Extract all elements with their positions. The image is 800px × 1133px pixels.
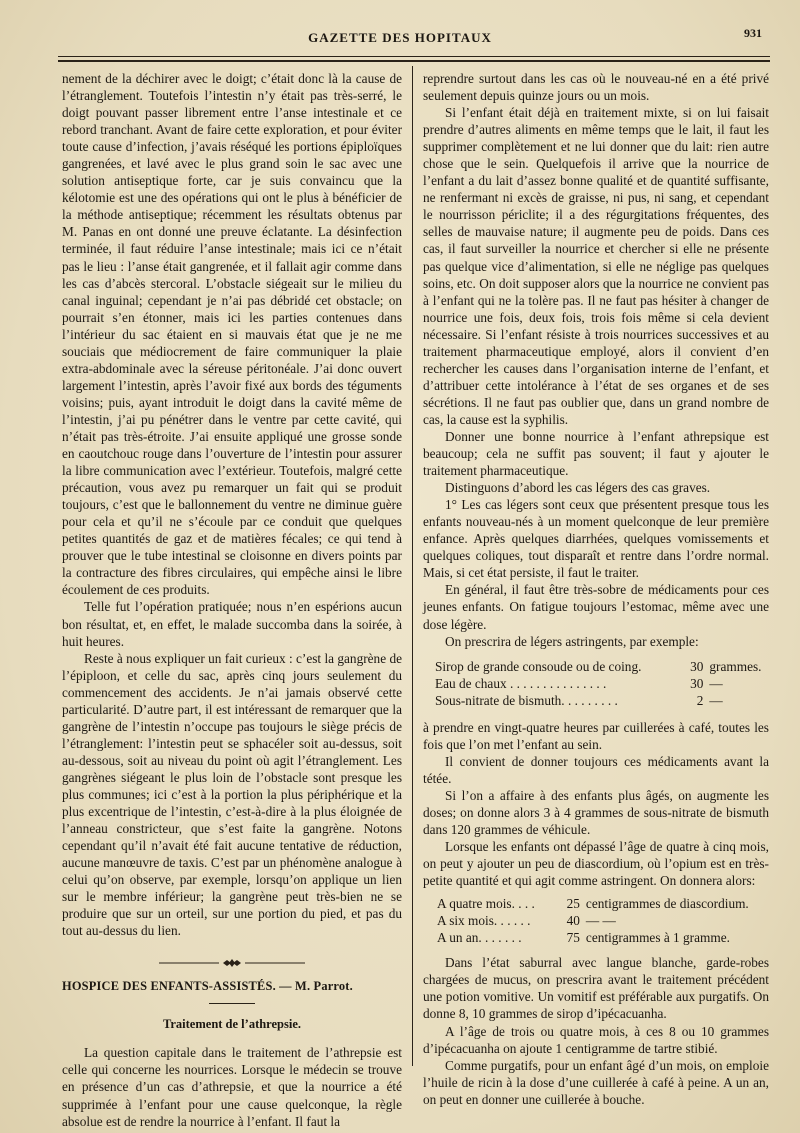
section-heading: HOSPICE DES ENFANTS-ASSISTÉS. — M. Parrot. bbox=[62, 979, 353, 994]
dosage-table bbox=[437, 895, 769, 946]
short-rule bbox=[209, 1003, 255, 1004]
paragraph: On prescrira de légers astringents, par exemple: bbox=[445, 633, 699, 649]
paragraph: En général, il faut être très-sobre de médicaments pour ces jeunes enfants. On fatigue toujours l’estomac, même avec une dose légère. bbox=[423, 582, 769, 632]
header-rule bbox=[58, 56, 770, 57]
ingredient-amount: 2 bbox=[696, 692, 704, 708]
ingredient-name: Sous-nitrate de bismuth. . . . . . . . . bbox=[435, 692, 618, 708]
paragraph: Reste à nous expliquer un fait curieux : c’est la gangrène de l’épiploon, et celle du sac, après cinq jours seulement du commencement des accidents. Je n’ai jamais observé cette particularité. D’autre part, il est intéressant de remarquer que la gangrène de l’intestin n’occupe pas toujours le siège précis de l’étranglement: l’intestin peut se sphacéler soit au-dessus, soit au-dessous, soit au niveau du point où agit l’étranglement. Les gangrènes siégeant le plus loin de l’obstacle sont presque les plus communes; ici c’est à la portion la plus périphérique et la plus excentrique de l’intestin, c’est-à-dire à la plus éloignée de l’anneau constricteur, que s’est faite la gangrène. Notons cependant qu’il n’avait été fait aucune tentative de réduction, aucune manœuvre de taxis. C’est par un phénomène analogue à celui qu’on observe, par exemple, lorsqu’on applique un lien sur le membre inférieur; la gangrène peut très-bien ne se produire que sur un orteil, sur une portion du pied, et pas du tout au-dessus du lien. bbox=[62, 650, 402, 939]
subheading: Traitement de l’athrepsie. bbox=[162, 1017, 302, 1032]
ornament-divider bbox=[157, 957, 307, 969]
prescription-row bbox=[435, 675, 769, 692]
dosage-quantity: 75 bbox=[566, 930, 580, 946]
page-number: 931 bbox=[744, 26, 762, 40]
right-column bbox=[423, 70, 769, 1108]
paragraph: Comme purgatifs, pour un enfant âgé d’un mois, on emploie l’huile de ricin à la dose d’une cuillerée à café à peine. A un an, on peut en donner une cuillerée à bouche. bbox=[423, 1057, 769, 1107]
paragraph: A l’âge de trois ou quatre mois, à ces 8 ou 10 grammes d’ipécacuanha on ajoute 1 centigramme de tartre stibié. bbox=[423, 1023, 769, 1056]
paragraph: 1° Les cas légers sont ceux que présentent presque tous les enfants nouveau-nés à un moment quelconque de leur première enfance. Après quelques diarrhées, quelques vomissements et quelques coliques, tout disparaît et rentre dans l’ordre normal. Mais, si cet état persiste, il faut le traiter. bbox=[423, 497, 769, 581]
paragraph: à prendre en vingt-quatre heures par cuillerées à café, toutes les fois que l’on met l’enfant au sein. bbox=[423, 719, 769, 752]
ingredient-amount: 30 bbox=[690, 658, 704, 674]
paragraph: Donner une bonne nourrice à l’enfant athrepsique est beaucoup; cela ne suffit pas souvent; il faut y ajouter le traitement pharmaceutique. bbox=[423, 428, 769, 479]
paragraph: Il convient de donner toujours ces médicaments avant la tétée. bbox=[423, 753, 769, 786]
header-rule-thick bbox=[58, 60, 770, 62]
ingredient-name: Eau de chaux . . . . . . . . . . . . . . . bbox=[435, 675, 607, 691]
dosage-row bbox=[437, 929, 769, 946]
ingredient-unit: grammes. bbox=[709, 658, 762, 674]
paragraph: La question capitale dans le traitement de l’athrepsie est celle qui concerne les nourrices. Lorsque le médecin se trouve en présence d’un cas d’athrepsie, et que la nourrice a été supprimée à l’enfant pour une cause quelconque, la règle absolue est de rendre la nourrice à l’enfant. Il faut la bbox=[62, 1045, 402, 1129]
dosage-unit: — — bbox=[585, 913, 616, 929]
dosage-row bbox=[437, 895, 769, 912]
column-divider bbox=[412, 66, 413, 1066]
left-column bbox=[62, 70, 402, 1130]
paragraph: Lorsque les enfants ont dépassé l’âge de quatre à cinq mois, on peut y ajouter un peu de diascordium, où l’opium est en très-petite quantité et qui agit comme astringent. On donnera alors: bbox=[423, 839, 769, 889]
dosage-age: A six mois. . . . . . bbox=[437, 913, 531, 929]
dosage-quantity: 40 bbox=[566, 913, 580, 929]
prescription-row bbox=[435, 692, 769, 709]
paragraph: reprendre surtout dans les cas où le nouveau-né en a été privé seulement depuis quinze jours ou un mois. bbox=[423, 71, 769, 104]
paragraph: Dans l’état saburral avec langue blanche, garde-robes chargées de mucus, on prescrira avant le traitement précédent une potion vomitive. Un vomitif est préférable aux purgatifs. On donne 8, 10 grammes de sirop d’ipécacuanha. bbox=[423, 955, 769, 1022]
dosage-row bbox=[437, 912, 769, 929]
prescription-row bbox=[435, 658, 769, 675]
paragraph: Distinguons d’abord les cas légers des cas graves. bbox=[445, 480, 711, 496]
dosage-age: A quatre mois. . . . bbox=[437, 896, 535, 912]
dosage-unit: centigrammes de diascordium. bbox=[585, 896, 749, 912]
dosage-unit: centigrammes à 1 gramme. bbox=[585, 930, 730, 946]
dosage-age: A un an. . . . . . . bbox=[437, 930, 522, 946]
page-header-title: GAZETTE DES HOPITAUX bbox=[308, 30, 492, 45]
paragraph: Telle fut l’opération pratiquée; nous n’en espérions aucun bon résultat, et, en effet, le malade succomba dans la soirée, à huit heures. bbox=[62, 599, 402, 649]
paragraph: Si l’enfant était déjà en traitement mixte, si on lui faisait prendre d’autres aliments en même temps que le lait, il faut les supprimer complètement et ne lui donner que du lait: rien autre chose que le sein. Quelquefois il arrive que la nourrice de l’enfant a du lait d’assez bonne qualité et de quantité suffisante, ne renfermant ni excès de graisse, ni pus, ni sang, et cependant le nourrisson périclite; il a des régurgitations fréquentes, des selles de mauvaise nature; il augmente peu de poids. Dans ces cas, il faut surveiller la nourrice et chercher si elle ne présente pas quelque vice d’alimentation, si elle ne néglige pas quelques soins, etc. On doit supposer alors que la nourrice ne convient pas à l’enfant qui ne la tolère pas. Il ne faut pas hésiter à changer de nourrice une fois, deux fois, trois fois même si cela devient nécessaire. Si l’enfant résiste à trois nourrices successives et au traitement pharmaceutique employé, alors il convient d’en rechercher les causes dans l’organisation interne de l’enfant, et d’attribuer cette intolérance à l’état de ses organes et de ses sécrétions. Il ne faut pas oublier que, dans un grand nombre de cas, la cause est la syphilis. bbox=[423, 105, 769, 427]
paragraph: Si l’on a affaire à des enfants plus âgés, on augmente les doses; on donne alors 3 à 4 grammes de sous-nitrate de bismuth dans 120 grammes de véhicule. bbox=[423, 787, 769, 838]
ingredient-amount: 30 bbox=[690, 675, 704, 691]
dosage-quantity: 25 bbox=[566, 896, 580, 912]
ingredient-unit: — bbox=[709, 675, 723, 691]
ingredient-unit: — bbox=[709, 692, 723, 708]
prescription-table bbox=[435, 658, 769, 709]
paragraph: nement de la déchirer avec le doigt; c’était donc là la cause de l’étranglement. Toutefois l’intestin n’y était pas très-serré, le doigt pouvant passer librement entre l’anse intestinale et ce rebord tranchant. Avant de faire cette exploration, et pour éviter toute cause d’infection, j’avais réséqué les portions épiploïques gangrenées, et lavé avec le plus grand soin le sac avec une solution antiseptique forte, car je suis convaincu que la kélotomie est une des opérations qui ont le plus à bénéficier de la méthode antiseptique; récemment les résultats obtenus par M. Panas en ont donné une preuve éclatante. La désinfection terminée, il faut réduire l’anse intestinale; mais ici ce n’était pas le lieu : l’anse était gangrenée, et il fallait agir comme dans les cas d’abcès stercoral. L’obstacle siégeait sur le milieu du canal inguinal; cependant je n’ai pas débridé cet obstacle; on pourrait s’en étonner, mais ici les parties contenues dans l’intérieur du sac étaient en si mauvais état que je ne me souciais que médiocrement de faire communiquer la plaie extra-abdominale avec la séreuse péritonéale. J’ai donc ouvert largement l’intestin, après l’avoir fixé aux bords des téguments voisins; puis, ayant introduit le doigt dans la cavité même de l’intestin, j’ai pu pénétrer dans le ventre par cette cavité, qui n’était pas très-étroite. J’ai ensuite appliqué une grosse sonde en caoutchouc rouge dans l’ouverture de l’intestin pour assurer la libre communication avec l’extérieur. Toutefois, malgré cette précaution, vous avez pu remarquer un fait qui se produit toujours, c’est que le ballonnement du ventre ne diminue guère pour cela et qu’il ne s’écoule par ce conduit que quelques petites quantités de gaz et de matières fécales; ce qui tend à prouver que le tube intestinal se cloisonne en divers points par la contracture des fibres circulaires, qui empêche ainsi le libre écoulement de ces produits. bbox=[62, 71, 402, 598]
ingredient-name: Sirop de grande consoude ou de coing. bbox=[435, 658, 642, 674]
